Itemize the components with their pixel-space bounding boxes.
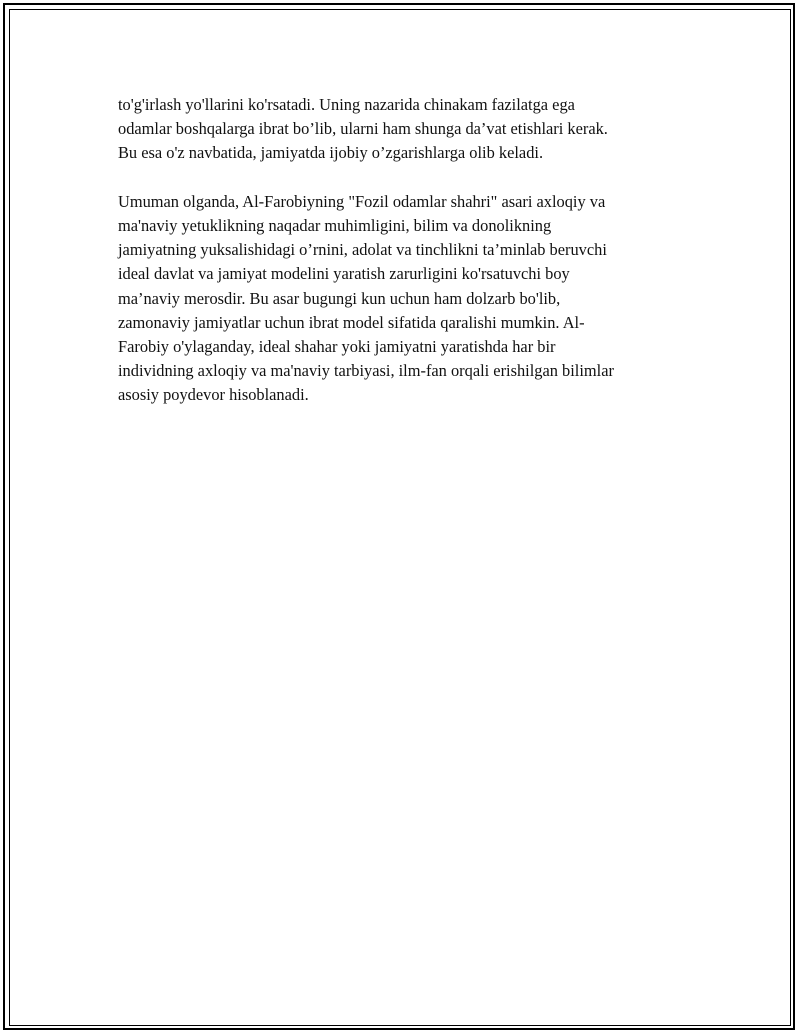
text-line: zamonaviy jamiyatlar uchun ibrat model sifatida qaralishi mumkin. Al- [118,312,585,332]
text-line: Farobiy o'ylaganday, ideal shahar yoki jamiyatni yaratishda har bir [118,337,556,357]
paragraph-2 [118,190,684,408]
text-line: Umuman olganda, Al-Farobiyning "Fozil odamlar shahri" asari axloqiy va [118,191,606,211]
text-line: ideal davlat va jamiyat modelini yaratish zarurligini ko'rsatuvchi boy [118,264,570,284]
text-line: ma’naviy merosdir. Bu asar bugungi kun uchun ham dolzarb bo'lib, [118,288,561,308]
document-body [118,93,684,408]
text-line: individning axloqiy va ma'naviy tarbiyasi, ilm-fan orqali erishilgan bilimlar [118,361,614,381]
text-line: ma'naviy yetuklikning naqadar muhimligini, bilim va donolikning [118,216,552,235]
text-line: jamiyatning yuksalishidagi o’rnini, adolat va tinchlikni ta’minlab beruvchi [118,240,607,260]
text-line: odamlar boshqalarga ibrat bo’lib, ularni ham shunga da’vat etishlari kerak. [118,119,608,139]
text-line: Bu esa o'z navbatida, jamiyatda ijobiy o’zgarishlarga olib keladi. [118,143,544,163]
paragraph-1 [118,93,684,166]
text-line: to'g'irlash yo'llarini ko'rsatadi. Uning nazarida chinakam fazilatga ega [118,95,575,114]
text-line: asosiy poydevor hisoblanadi. [118,385,309,405]
